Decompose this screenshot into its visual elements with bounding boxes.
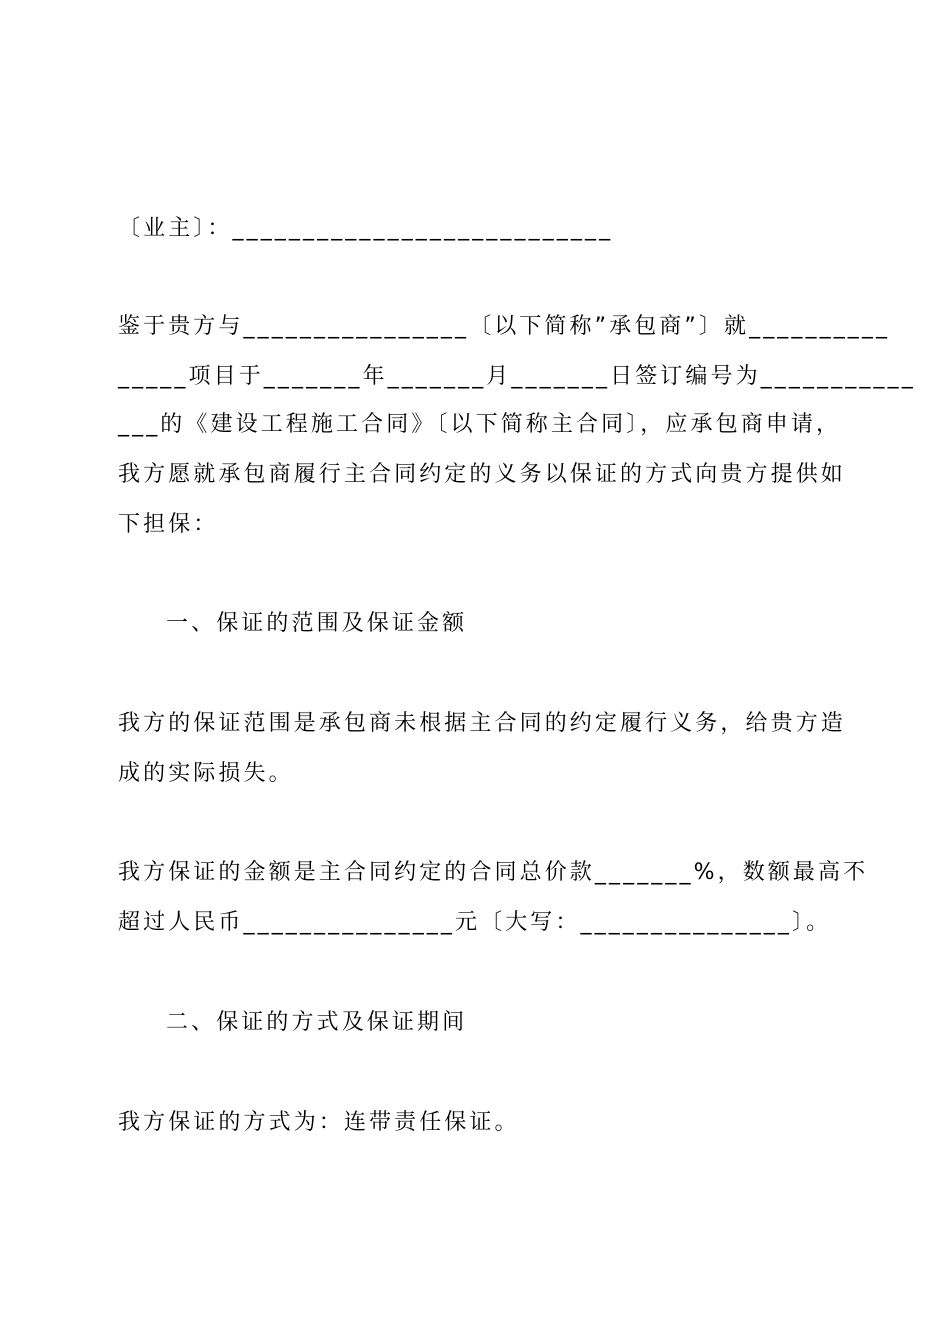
section-2-heading: 二、保证的方式及保证期间	[166, 1010, 468, 1035]
section-1-heading: 一、保证的范围及保证金额	[166, 611, 468, 636]
intro-line-3: ___的《建设工程施工合同》〔以下简称主合同〕，应承包商申请，	[118, 412, 842, 437]
scope-line-1: 我方的保证范围是承包商未根据主合同的约定履行义务，给贵方造	[118, 711, 846, 736]
scope-line-2: 成的实际损失。	[118, 761, 294, 786]
owner-line: 〔业主〕：___________________________	[118, 216, 614, 241]
intro-line-4: 我方愿就承包商履行主合同约定的义务以保证的方式向贵方提供如	[118, 462, 846, 487]
amount-line-2: 超过人民币_______________元〔大写：_______________〕。	[118, 910, 832, 935]
method-line: 我方保证的方式为：连带责任保证。	[118, 1110, 520, 1135]
intro-line-1: 鉴于贵方与________________〔以下简称”承包商”〕就__________	[118, 314, 891, 339]
intro-line-2: _____项目于_______年_______月_______日签订编号为___________	[118, 364, 916, 389]
intro-line-5: 下担保：	[118, 512, 219, 537]
amount-line-1: 我方保证的金额是主合同约定的合同总价款_______%，数额最高不	[118, 860, 869, 885]
